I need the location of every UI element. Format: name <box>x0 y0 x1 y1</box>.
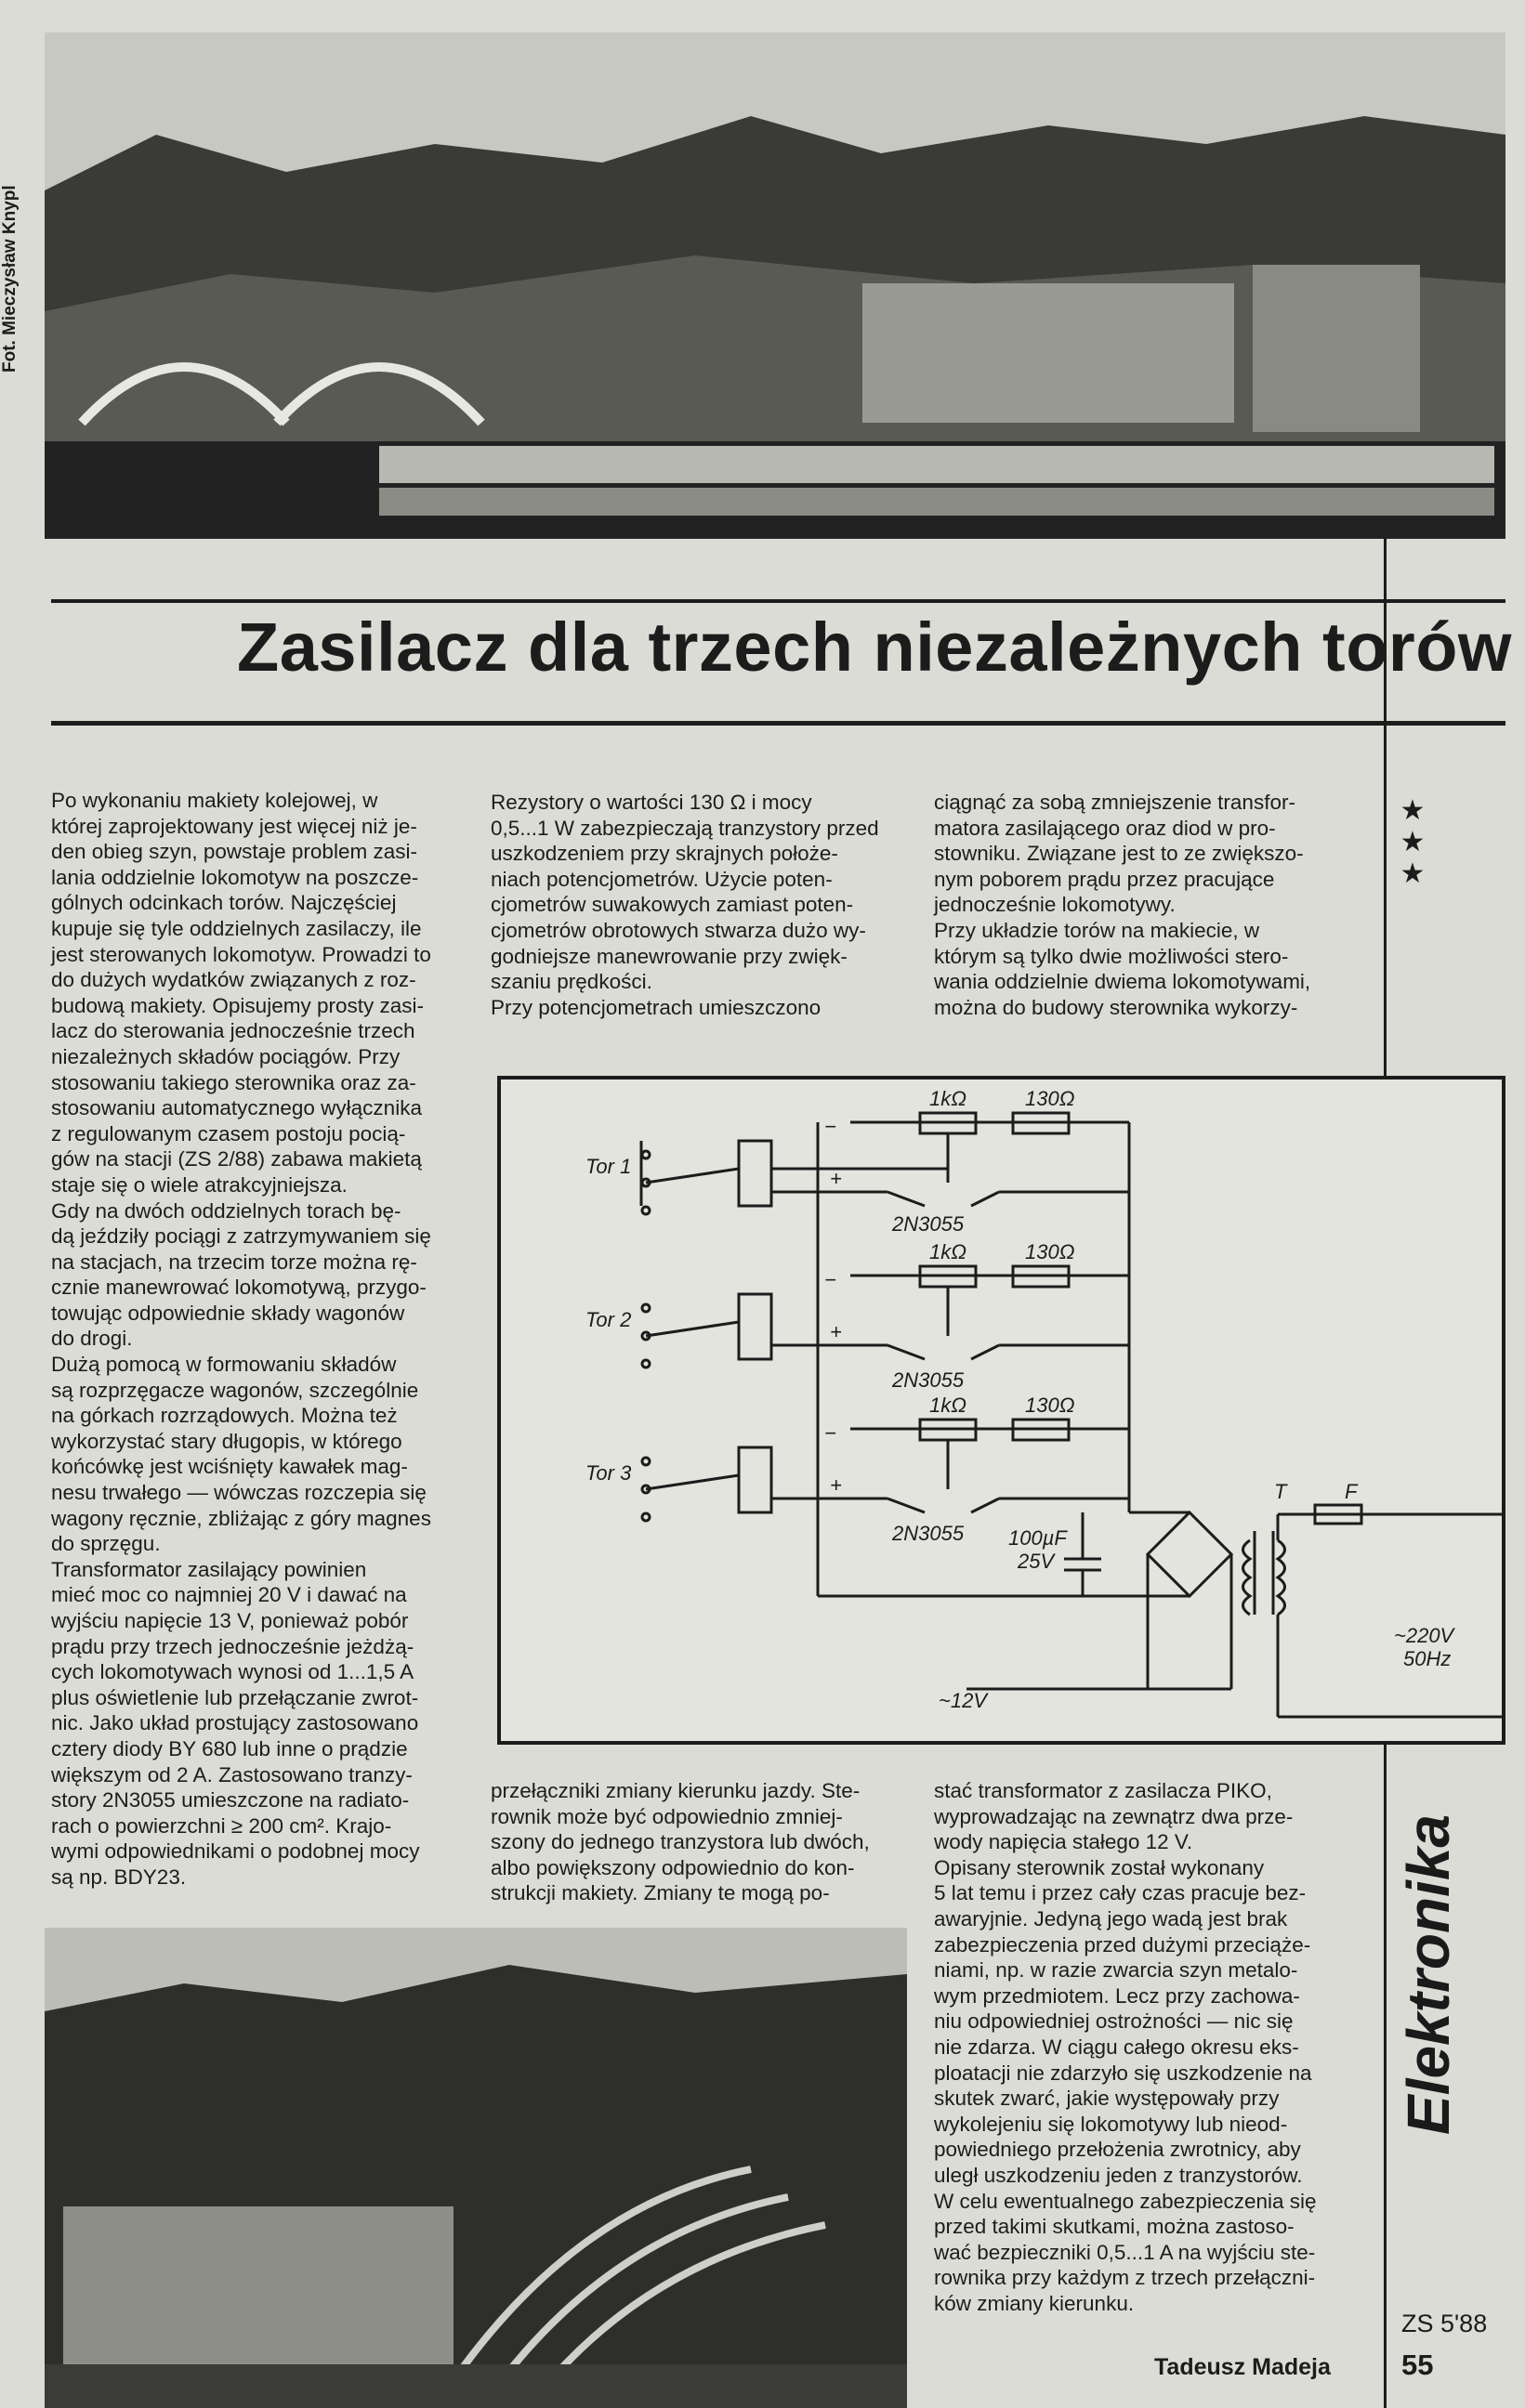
label-pot-3: 1kΩ <box>929 1394 966 1417</box>
column-2-top: Rezystory o wartości 130 Ω i mocy 0,5...1 W zabezpieczają tranzystory przed uszkodzeniem przy skrajnych położe- niach potencjometrów. Użycie poten- cjometrów suwakowych zamiast poten- cjometrów obrotowych stwarza dużo wy- godniejsze manewrowanie przy zwięk- szaniu prędkości. Przy potencjometrach umieszczono <box>491 791 879 1019</box>
label-capacitor-voltage: 25V <box>1018 1550 1055 1573</box>
column-3-bottom: stać transformator z zasilacza PIKO, wyprowadzając na zewnątrz dwa prze- wody napięcia stałego 12 V. Opisany sterownik został wykonany 5 lat temu i przez cały czas pracuje bez- awaryjnie. Jedyną jego wadą jest brak zabezpieczenia przed dużymi przeciąże- niami, np. w razie zwarcia szyn metalo- wym przedmiotem. Lecz przy zachowa- niu odpowiedniej ostrożności — nic się nie zdarza. W ciągu całego okresu eks- ploatacji nie zdarzyło się uszkodzenie na skutek zwarć, jakie występowały przy wykolejeniu się lokomotywy lub nieod- powiedniego przełożenia zwrotnicy, aby uległ uszkodzeniu jeden z tranzystorów. W celu ewentualnego zabezpieczenia się przed takimi skutkami, można zastoso- wać bezpieczniki 0,5...1 A na wyjściu ste- rownika przy każdym z trzech przełączni- ków zmiany kierunku. <box>934 1779 1317 2315</box>
rating-stars: ★ ★ ★ <box>1400 795 1426 889</box>
label-capacitor: 100µF <box>1008 1526 1067 1550</box>
author: Tadeusz Madeja <box>1154 2354 1331 2380</box>
label-tor-1: Tor 1 <box>585 1155 632 1178</box>
label-mains: ~220V <box>1394 1624 1454 1647</box>
title-rule-bottom <box>51 721 1505 726</box>
label-fuse: F <box>1345 1480 1358 1503</box>
page-number: 55 <box>1401 2349 1434 2381</box>
top-photo <box>45 33 1505 539</box>
label-transistor-1: 2N3055 <box>892 1212 965 1236</box>
label-plus-3: + <box>830 1473 842 1497</box>
photo-credit: Fot. Mieczysław Knypl <box>0 185 20 373</box>
label-pot-2: 1kΩ <box>929 1240 966 1263</box>
column-3-top: ciągnąć za sobą zmniejszenie transfor- matora zasilającego oraz diod w pro- stowniku. Związane jest to ze zwiększo- nym poborem prądu przez pracujące jednocześnie lokomotywy. Przy układzie torów na makiecie, w którym są tylko dwie możliwości stero- wania oddzielnie dwiema lokomotywami, można do budowy sterownika wykorzy- <box>934 791 1311 1019</box>
label-resistor-3: 130Ω <box>1025 1394 1075 1417</box>
bottom-photo <box>45 1928 907 2408</box>
article-title: Zasilacz dla trzech niezależnych torów <box>237 609 1512 686</box>
label-pot-1: 1kΩ <box>929 1087 966 1110</box>
circuit-diagram <box>497 1076 1505 1745</box>
label-tor-2: Tor 2 <box>585 1308 632 1331</box>
label-transformer: T <box>1274 1480 1287 1503</box>
label-plus-2: + <box>830 1320 842 1343</box>
title-rule-top <box>51 599 1505 603</box>
label-minus-2: − <box>824 1268 836 1291</box>
column-1: Po wykonaniu makiety kolejowej, w której zaprojektowany jest więcej niż je- den obieg szyn, powstaje problem zasi- lania oddzielnie lokomotyw na poszcze- gólnych odcinkach torów. Najczęściej kupuje się tyle oddzielnych zasilaczy, ile jest sterowanych lokomotyw. Prowadzi to do dużych wydatków związanych z roz- budową makiety. Opisujemy prosty zasi- lacz do sterowania jednocześnie trzech niezależnych składów pociągów. Przy stosowaniu takiego sterownika oraz za- stosowaniu automatycznego wyłącznika z regulowanym czasem postoju pocią- gów na stacji (ZS 2/88) zabawa makietą staje się o wiele atrakcyjniejsza. Gdy na dwóch oddzielnych torach bę- dą jeździły pociągi z zatrzymywaniem się na stacjach, na trzecim torze można rę- cznie manewrować lokomotywą, przygo- towując odpowiednie składy wagonów do drogi. Dużą pomocą w formowaniu składów są rozprzęgacze wagonów, szczególnie na górkach rozrządowych. Można też wykorzystać stary długopis, w którego końcówkę jest wciśnięty kawałek mag- nesu trwałego — wówczas rozczepia się wagony ręcznie, zbliżając z góry magnes do sprzęgu. Transformator zasilający powinien mieć moc co najmniej 20 V i dawać na wyjściu napięcie 13 V, ponieważ pobór prądu przy trzech jednocześnie jeżdżą- cych lokomotywach wynosi od 1...1,5 A plus oświetlenie lub przełączanie zwrot- nic. Jako układ prostujący zastosowano cztery diody BY 680 lub inne o prądzie większym od 2 A. Zastosowano tranzy- story 2N3055 umieszczone na radiato- rach o powierzchni ≥ 200 cm². Krajo- wymi odpowiednikami o podobnej mocy są np. BDY23. <box>51 789 431 1889</box>
label-minus-1: − <box>824 1115 836 1138</box>
label-minus-3: − <box>824 1421 836 1445</box>
section-label: Elektronika <box>1395 1813 1462 2135</box>
label-tor-3: Tor 3 <box>585 1461 632 1485</box>
label-plus-1: + <box>830 1167 842 1190</box>
label-transistor-3: 2N3055 <box>892 1522 965 1545</box>
label-ac-out: ~12V <box>939 1689 987 1712</box>
label-transistor-2: 2N3055 <box>892 1368 965 1392</box>
column-2-bottom: przełączniki zmiany kierunku jazdy. Ste- rownik może być odpowiednio zmniej- szony do jednego tranzystora lub dwóch, albo powiększony odpowiednio do kon- strukcji makiety. Zmiany te mogą po- <box>491 1779 870 1905</box>
label-resistor-2: 130Ω <box>1025 1240 1075 1263</box>
label-resistor-1: 130Ω <box>1025 1087 1075 1110</box>
label-mains-freq: 50Hz <box>1403 1647 1452 1670</box>
issue-number: ZS 5'88 <box>1401 2310 1488 2337</box>
